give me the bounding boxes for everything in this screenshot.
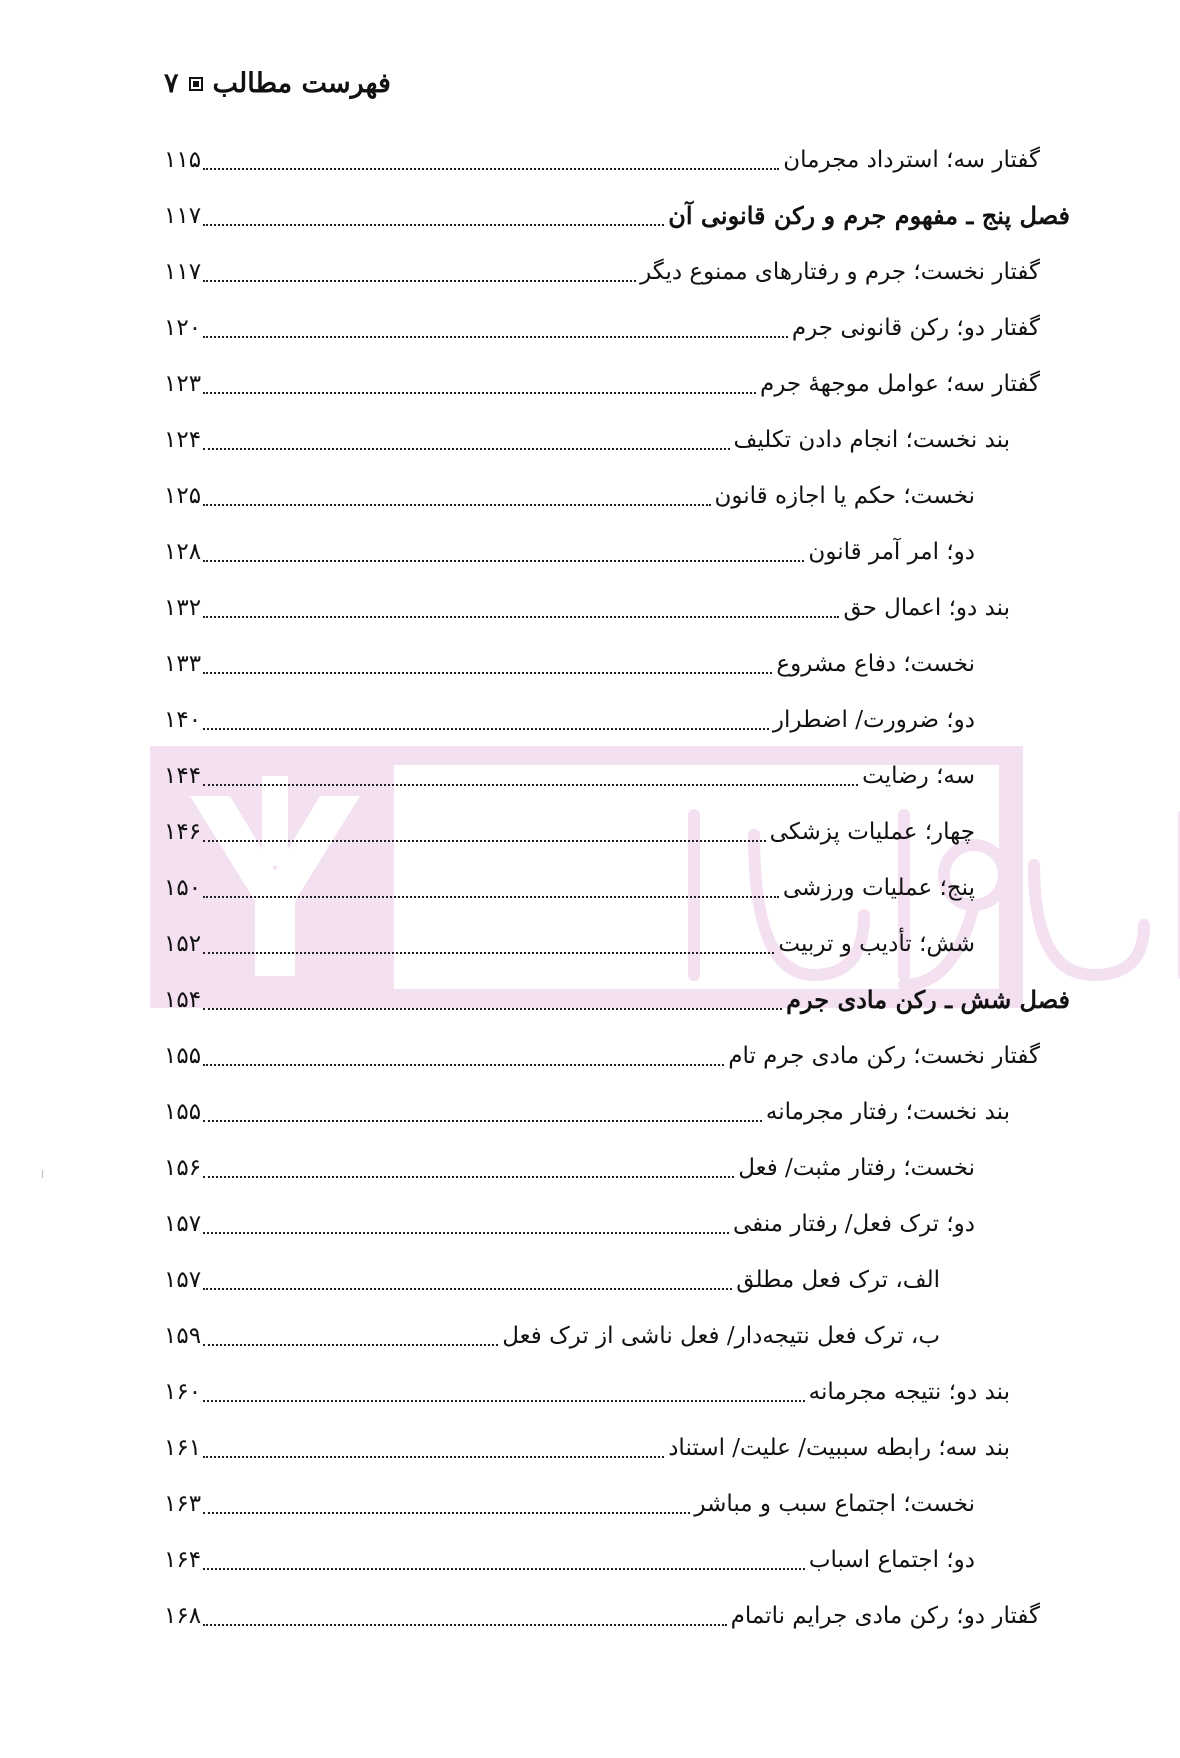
toc-entry-page: ۱۶۳: [164, 1491, 202, 1517]
dot-leader: [203, 616, 839, 618]
toc-entry-page: ۱۳۳: [164, 651, 202, 677]
toc-entry: [164, 868, 975, 908]
toc-entry-page: ۱۲۴: [164, 427, 202, 453]
dot-leader: [203, 224, 664, 226]
dot-leader: [203, 896, 779, 898]
dot-leader: [203, 1512, 690, 1514]
toc-entry: [164, 476, 975, 516]
toc-entry-title: بند دو؛ نتیجه مجرمانه: [808, 1379, 1010, 1405]
toc-entry: [164, 1036, 1040, 1076]
toc-entry: [164, 1204, 975, 1244]
dot-leader: [203, 1344, 498, 1346]
toc-entry-title: نخست؛ حکم یا اجازه قانون: [714, 483, 975, 509]
dot-leader: [203, 1008, 782, 1010]
toc-entry-title: گفتار نخست؛ رکن مادی جرم تام: [728, 1043, 1040, 1069]
toc-entry-page: ۱۴۴: [164, 763, 202, 789]
dot-leader: [203, 1400, 805, 1402]
toc-entry-title: فصل پنج ـ مفهوم جرم و رکن قانونی آن: [668, 201, 1070, 230]
toc-entry-title: دو؛ امر آمر قانون: [808, 539, 975, 565]
toc-entry-title: دو؛ اجتماع اسباب: [808, 1547, 975, 1573]
toc-entry: [164, 252, 1040, 292]
toc-entry-title: بند سه؛ رابطه سببیت/ علیت/ استناد: [668, 1435, 1010, 1461]
toc-entry-page: ۱۵۹: [164, 1323, 202, 1349]
toc-entry-title: نخست؛ دفاع مشروع: [776, 651, 975, 677]
toc-entry-page: ۱۵۰: [164, 875, 202, 901]
toc-entry-page: ۱۵۲: [164, 931, 202, 957]
page-header: [164, 68, 391, 99]
dot-leader: [203, 168, 779, 170]
dot-leader: [203, 1176, 734, 1178]
toc-entry-title: سه؛ رضایت: [862, 763, 975, 789]
toc-entry-title: دو؛ ضرورت/ اضطرار: [772, 707, 975, 733]
toc-entry-page: ۱۵۶: [164, 1155, 202, 1181]
dot-leader: [203, 728, 769, 730]
toc-entry: [164, 1260, 940, 1300]
toc-entry: [164, 1428, 1010, 1468]
toc-entry-title: گفتار دو؛ رکن قانونی جرم: [791, 315, 1040, 341]
toc-entry-page: ۱۵۵: [164, 1099, 202, 1125]
dot-leader: [203, 1232, 729, 1234]
toc-entry-page: ۱۶۱: [164, 1435, 202, 1461]
dot-leader: [203, 952, 774, 954]
dot-leader: [203, 1120, 762, 1122]
toc-entry-title: نخست؛ اجتماع سبب و مباشر: [694, 1491, 975, 1517]
toc-entry-page: ۱۶۸: [164, 1603, 202, 1629]
toc-entry: [164, 308, 1040, 348]
toc-entry: [164, 1596, 1040, 1636]
toc-entry-page: ۱۲۳: [164, 371, 202, 397]
toc-entry-title: ب، ترک فعل نتیجه‌دار/ فعل ناشی از ترک فعل: [502, 1323, 940, 1349]
toc-entry: [164, 1148, 975, 1188]
toc-entry-page: ۱۵۷: [164, 1211, 202, 1237]
toc-entry-title: پنج؛ عملیات ورزشی: [782, 875, 975, 901]
toc-entry-page: ۱۱۵: [164, 147, 202, 173]
toc-entry-page: ۱۴۰: [164, 707, 202, 733]
scan-artifact: [42, 1170, 43, 1178]
toc-entry-page: ۱۶۰: [164, 1379, 202, 1405]
dot-leader: [203, 672, 772, 674]
toc-entry: [164, 756, 975, 796]
toc-entry: [164, 644, 975, 684]
toc-entry-page: ۱۵۷: [164, 1267, 202, 1293]
toc-entry: [164, 196, 1070, 236]
toc-entry-title: فصل شش ـ رکن مادی جرم: [786, 985, 1070, 1014]
toc-entry: [164, 1092, 1010, 1132]
dot-leader: [203, 280, 636, 282]
dot-leader: [203, 560, 804, 562]
toc-entry: [164, 1316, 940, 1356]
toc-entry-page: ۱۱۷: [164, 259, 202, 285]
toc-entry-title: گفتار سه؛ استرداد مجرمان: [783, 147, 1040, 173]
toc-entry: [164, 532, 975, 572]
toc-entry: [164, 1372, 1010, 1412]
toc-entry-page: ۱۵۴: [164, 987, 202, 1013]
dot-leader: [203, 392, 756, 394]
dot-leader: [203, 840, 766, 842]
toc-entry: [164, 140, 1040, 180]
toc-entry-title: گفتار نخست؛ جرم و رفتارهای ممنوع دیگر: [640, 259, 1040, 285]
toc-entry: [164, 588, 1010, 628]
toc-entry-title: نخست؛ رفتار مثبت/ فعل: [738, 1155, 975, 1181]
dot-leader: [203, 1456, 664, 1458]
toc-entry: [164, 1484, 975, 1524]
dot-leader: [203, 448, 729, 450]
toc-entry: [164, 420, 1010, 460]
toc-entry-page: ۱۲۵: [164, 483, 202, 509]
toc-entry-page: ۱۴۶: [164, 819, 202, 845]
toc-entry: [164, 364, 1040, 404]
toc-entry-title: بند نخست؛ رفتار مجرمانه: [765, 1099, 1010, 1125]
toc-entry-title: گفتار سه؛ عوامل موجهۀ جرم: [759, 371, 1040, 397]
toc-entry-title: شش؛ تأدیب و تربیت: [778, 931, 975, 957]
dot-leader: [203, 504, 710, 506]
dot-leader: [203, 784, 858, 786]
toc-entry-title: گفتار دو؛ رکن مادی جرایم ناتمام: [730, 1603, 1040, 1629]
dot-leader: [203, 336, 788, 338]
page-number: ۷: [164, 68, 179, 99]
toc-entry-title: بند دو؛ اعمال حق: [843, 595, 1010, 621]
toc-entry-title: الف، ترک فعل مطلق: [736, 1267, 940, 1293]
toc-entry: [164, 924, 975, 964]
toc-entry-page: ۱۱۷: [164, 203, 202, 229]
dot-leader: [203, 1624, 727, 1626]
toc-entry-title: بند نخست؛ انجام دادن تکلیف: [733, 427, 1010, 453]
toc-entry-page: ۱۲۸: [164, 539, 202, 565]
dot-leader: [203, 1064, 724, 1066]
toc-entry-page: ۱۶۴: [164, 1547, 202, 1573]
toc-entry-page: ۱۲۰: [164, 315, 202, 341]
toc-entry-page: ۱۵۵: [164, 1043, 202, 1069]
square-bullet-icon: [189, 77, 203, 91]
toc-entry: [164, 1540, 975, 1580]
toc-entry-title: چهار؛ عملیات پزشکی: [769, 819, 975, 845]
toc-entry: [164, 980, 1070, 1020]
toc-entry-title: دو؛ ترک فعل/ رفتار منفی: [732, 1211, 975, 1237]
page-header-title: فهرست مطالب: [212, 68, 391, 99]
dot-leader: [203, 1288, 732, 1290]
toc-entry: [164, 812, 975, 852]
dot-leader: [203, 1568, 805, 1570]
toc-entry-page: ۱۳۲: [164, 595, 202, 621]
toc-entry: [164, 700, 975, 740]
